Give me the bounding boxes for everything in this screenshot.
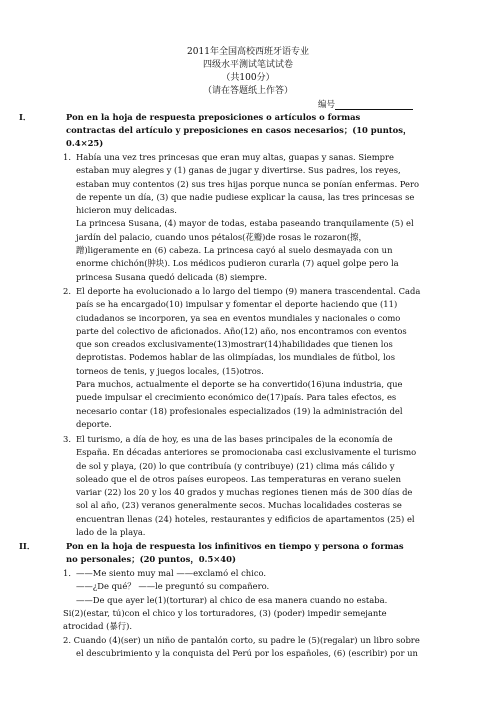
passage-line: lado de la playa.	[76, 527, 146, 538]
passage-line: La princesa Susana, (4) mayor de todas, estaba paseando tranquilamente (5) el	[76, 218, 414, 229]
exercise-2-2-number: 2.	[63, 635, 71, 645]
exercise-line	[63, 634, 462, 647]
passage-2-number: 2.	[63, 286, 71, 296]
exam-code-label: 编号	[318, 100, 336, 110]
passage-2	[63, 285, 462, 431]
passage-line: de repente un día, (3) que nadie pudiese explicar la causa, las tres princesas se	[76, 191, 415, 202]
exercise-2-1	[63, 567, 462, 607]
passage-line: deprotistas. Podemos hablar de las olimpíadas, los mundiales de fútbol, los	[76, 352, 395, 363]
dialogue-line: ——De que ayer le(1)(torturar) al chico de esa manera cuando no estaba.	[76, 594, 388, 605]
section-1-number: I．	[19, 112, 32, 122]
passage-line: deporte.	[76, 418, 112, 429]
dialogue-line: Si(2)(estar, tú)con el chico y los torturadores, (3) (poder) impedir semejante	[63, 608, 387, 618]
exam-code-field	[318, 98, 413, 110]
section-2-heading	[19, 540, 461, 566]
section-1-heading	[19, 111, 461, 150]
passage-3	[63, 433, 462, 539]
passage-line: necesario contar (18) profesionales especializados (19) la administración del	[76, 405, 403, 416]
passage-line: 蹭)ligeramente en (6) cabeza. La princesa cayó al suelo desmayada con un	[76, 245, 393, 256]
exam-score-note: （共100分）	[221, 73, 275, 83]
passage-line: de sol y playa, (20) lo que contribuía (y contribuye) (21) clima más cálido y	[76, 460, 395, 471]
exercise-2-2	[63, 634, 462, 647]
passage-line: El deporte ha evolucionado a lo largo del tiempo (9) manera trascendental. Cada	[76, 286, 421, 296]
passage-line: soleado que el de otros países europeos. Las temperaturas en verano suelen	[76, 473, 402, 484]
passage-line: torneos de tenis, y juegos locales, (15)otros.	[76, 365, 264, 376]
exam-instruction-note: （请在答题纸上作答）	[202, 86, 293, 96]
passage-1	[63, 151, 462, 284]
passage-line: Para muchos, actualmente el deporte se ha convertido(16)una industria, que	[76, 379, 403, 390]
passage-line: enorme chichón(肿块). Los médicos pudieron curarla (7) aquel golpe pero la	[76, 258, 399, 269]
passage-line: estaban muy alegres y (1) ganas de jugar y divertirse. Sus padres, los reyes,	[76, 165, 401, 176]
passage-line: puede impulsar el crecimiento económico de(17)país. Para tales efectos, es	[76, 392, 397, 403]
passage-line: sol al año, (23) veranos generalmente secos. Muchas localidades costeras se	[76, 500, 402, 511]
passage-line: encuentran llenas (24) hoteles, restaurantes y edificios de apartamentos (25) el	[76, 513, 415, 524]
dialogue-line: atrocidad (暴行).	[63, 621, 133, 632]
exercise-2-1-cont	[63, 607, 462, 634]
exercise-line-text: Cuando (4)(ser) un niño de pantalón corto, su padre le (5)(regalar) un libro sobre	[73, 635, 420, 645]
section-1-title-line3: 0.4×25)	[66, 138, 104, 148]
passage-line: España. En décadas anteriores se promocionaba casi exclusivamente el turismo	[76, 447, 417, 458]
passage-3-number: 3.	[63, 434, 71, 444]
passage-line: ciudadanos se incorporen, ya sea en eventos mundiales y nacionales o como	[76, 312, 401, 323]
exercise-line: el descubrimiento y la conquista del Perú por los españoles, (6) (escribir) por un	[76, 648, 418, 658]
exam-title-line1: 2011年全国高校西班牙语专业	[187, 47, 309, 57]
passage-line: parte del colectivo de aficionados. Año(12) año, nos encontramos con eventos	[76, 325, 407, 336]
exam-title-line2: 四级水平测试笔试试卷	[202, 60, 293, 70]
passage-line: estaban muy contentos (2) sus tres hijas porque nunca se ponían enfermas. Pero	[76, 178, 420, 189]
section-2-title-line1: Pon en la hoja de respuesta los infinitivos en tiempo y persona o formas	[66, 541, 404, 551]
passage-line: princesa Susana quedó delicada (8) siempre.	[76, 271, 268, 282]
dialogue-line: ——¿De qué？ ——le preguntó su compañero.	[76, 581, 270, 592]
section-1-title-line1: Pon en la hoja de respuesta preposiciones o artículos o formas	[66, 112, 361, 122]
passage-line: El turismo, a día de hoy, es una de las bases principales de la economía de	[76, 434, 393, 444]
exercise-2-1-number: 1．	[63, 568, 77, 578]
passage-line: que son creados exclusivamente(13)mostrar(14)habilidades que tienen los	[76, 339, 393, 350]
passage-line: Había una vez tres princesas que eran muy altas, guapas y sanas. Siempre	[76, 152, 394, 162]
passage-line: jardín del palacio, cuando unos pétalos(花瓣)de rosas le rozaron(擦，	[76, 231, 367, 242]
passage-line: variar (22) los 20 y los 40 grados y muchas regiones tienen más de 300 días de	[76, 487, 413, 498]
passage-line: país se ha encargado(10) impulsar y fomentar el deporte haciendo que (11)	[76, 299, 398, 310]
section-2-title-line2: no personales；(20 puntos，0.5×40)	[66, 554, 236, 564]
dialogue-line: ——Me siento muy mal ——exclamó el chico.	[76, 568, 267, 578]
section-1-title-line2: contractas del artículo y preposiciones en casos necesarios；(10 puntos，	[66, 125, 412, 135]
passage-1-number: 1.	[63, 152, 71, 162]
passage-line: hicieron muy delicadas.	[76, 205, 177, 216]
exercise-2-2-cont	[76, 647, 462, 660]
exam-code-blank	[335, 100, 413, 110]
section-2-number: II．	[19, 541, 36, 551]
